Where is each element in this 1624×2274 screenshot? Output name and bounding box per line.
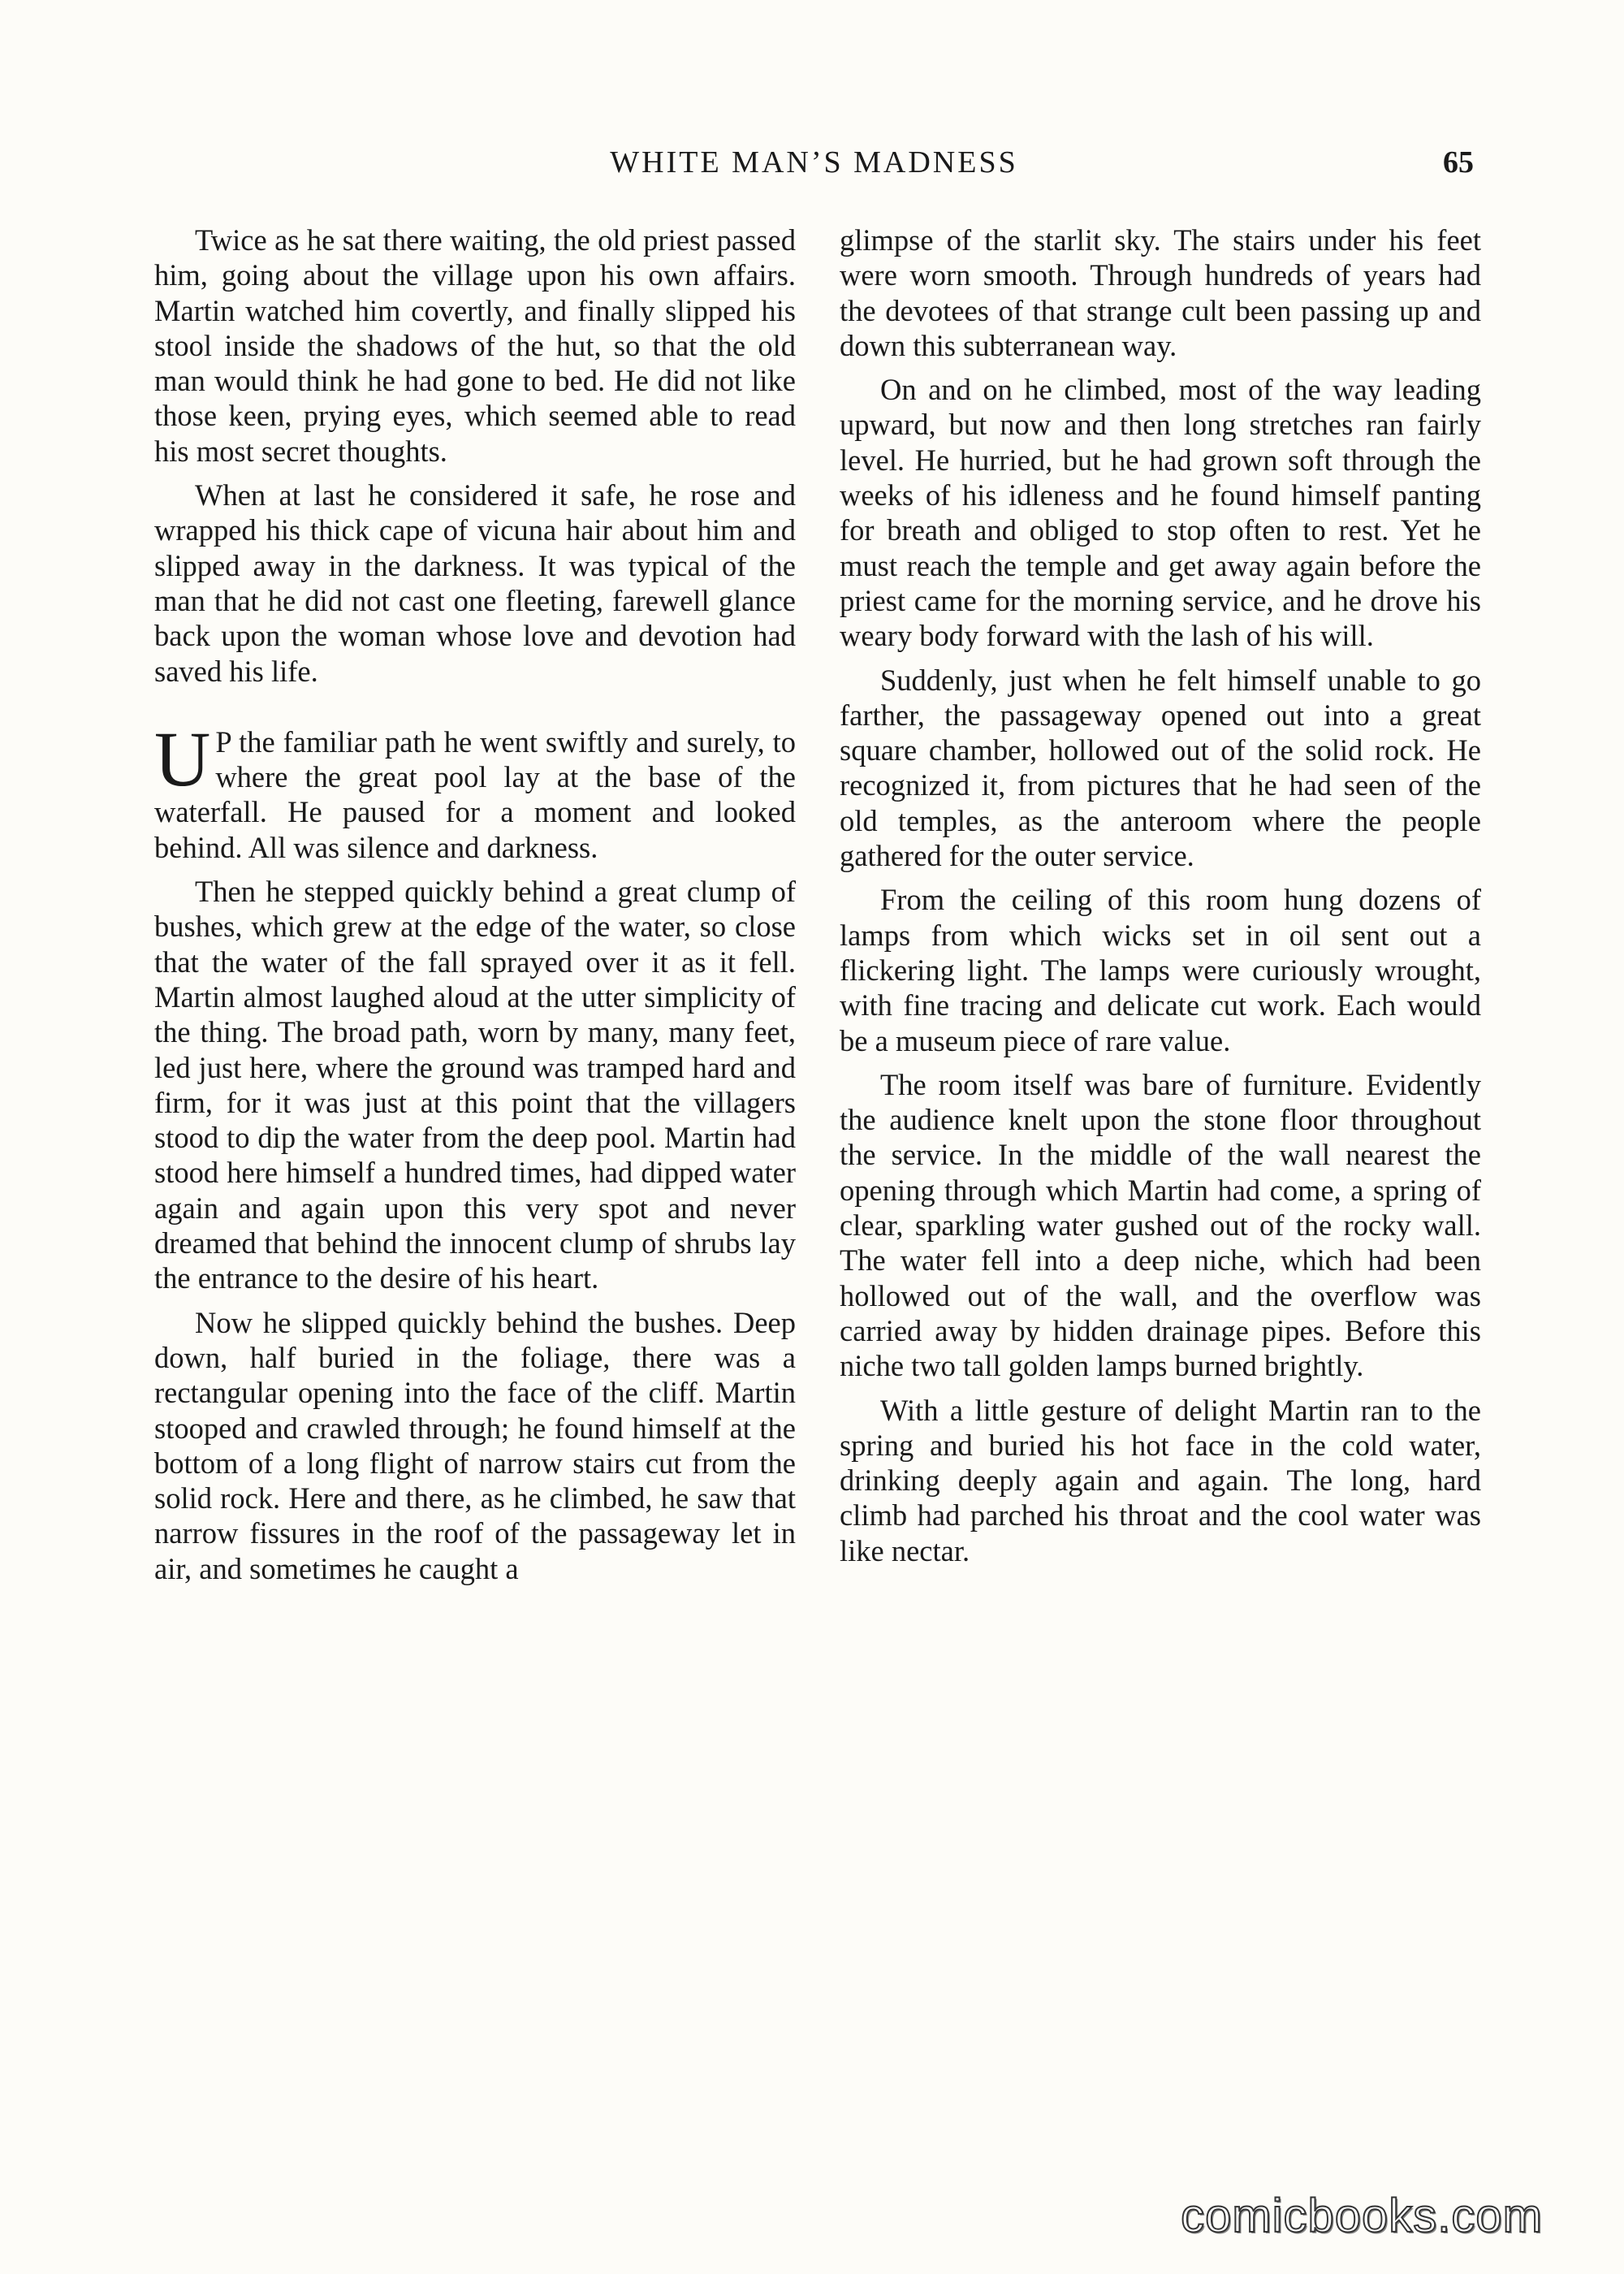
paragraph: Suddenly, just when he felt himself unable to go farther, the passageway opened out into a great square chamber, hollowed out of the solid rock. He recognized it, from pictures that he had seen of the old temples, as the anteroom where the people gathered for the outer service. [840, 663, 1481, 873]
section-start-paragraph [154, 715, 796, 865]
paragraph: Then he stepped quickly behind a great clump of bushes, which grew at the edge of the water, so close that the water of the fall sprayed over it as it fell. Martin almost laughed aloud at the utter simplicity of the thing. The broad path, worn by many, many feet, led just here, where the ground was tramped hard and firm, for it was just at this point that the villagers stood to dip the water from the deep pool. Martin had stood here himself a hundred times, had dipped water again and again upon this very spot and never dreamed that behind the innocent clump of shrubs lay the entrance to the desire of his heart. [154, 875, 796, 1295]
paragraph-text: P the familiar path he went swiftly and surely, to where the great pool lay at the base of the waterfall. He paused for a moment and looked behind. All was silence and darkness. [154, 724, 796, 864]
paragraph: From the ceiling of this room hung dozens of lamps from which wicks set in oil sent out a flickering light. The lamps were curiously wrought, with fine tracing and delicate cut work. Each would be a museum piece of rare value. [840, 883, 1481, 1057]
page-header [154, 138, 1474, 187]
right-column [840, 223, 1481, 1577]
paragraph: With a little gesture of delight Martin ran to the spring and buried his hot face in the cold water, drinking deeply again and again. The long, hard climb had parched his throat and the cool water was like nectar. [840, 1393, 1481, 1567]
paragraph: Twice as he sat there waiting, the old priest passed him, going about the village upon his own affairs. Martin watched him covertly, and finally slipped his stool inside the shadows of the hut, so that the old man would think he had gone to bed. He did not like those keen, prying eyes, which seemed able to read his most secret thoughts. [154, 223, 796, 468]
running-head: WHITE MAN’S MADNESS [610, 145, 1018, 179]
paragraph: When at last he considered it safe, he rose and wrapped his thick cape of vicuna hair about him and slipped away in the darkness. It was typical of the man that he did not cast one fleeting, farewell glance back upon the woman whose love and devotion had saved his life. [154, 478, 796, 688]
left-column [154, 223, 796, 1595]
paragraph: Now he slipped quickly behind the bushes. Deep down, half buried in the foliage, there was a rectangular opening into the face of the cliff. Martin stooped and crawled through; he found himself at the bottom of a long flight of narrow stairs cut from the solid rock. Here and there, as he climbed, he saw that narrow fissures in the roof of the passageway let in air, and sometimes he caught a [154, 1305, 796, 1585]
paragraph: On and on he climbed, most of the way leading upward, but now and then long stretches ran fairly level. He hurried, but he had grown soft through the weeks of his idleness and he found himself panting for breath and obliged to stop often to rest. Yet he must reach the temple and get away again before the priest came for the morning service, and he drove his weary body forward with the lash of his will. [840, 373, 1481, 653]
watermark: comicbooks.com [1181, 2190, 1543, 2242]
continued-paragraph: glimpse of the starlit sky. The stairs under his feet were worn smooth. Through hundreds of years had the devotees of that strange cult been passing up and down this subterranean way. [840, 223, 1481, 362]
drop-cap: U [154, 715, 211, 802]
paragraph: The room itself was bare of furniture. Evidently the audience knelt upon the stone floor throughout the service. In the middle of the wall nearest the opening through which Martin had come, a spring of clear, sparkling water gushed out of the rocky wall. The water fell into a deep niche, which had been hollowed out of the wall, and the overflow was carried away by hidden drainage pipes. Before this niche two tall golden lamps burned brightly. [840, 1067, 1481, 1383]
page-number: 65 [1443, 145, 1474, 179]
